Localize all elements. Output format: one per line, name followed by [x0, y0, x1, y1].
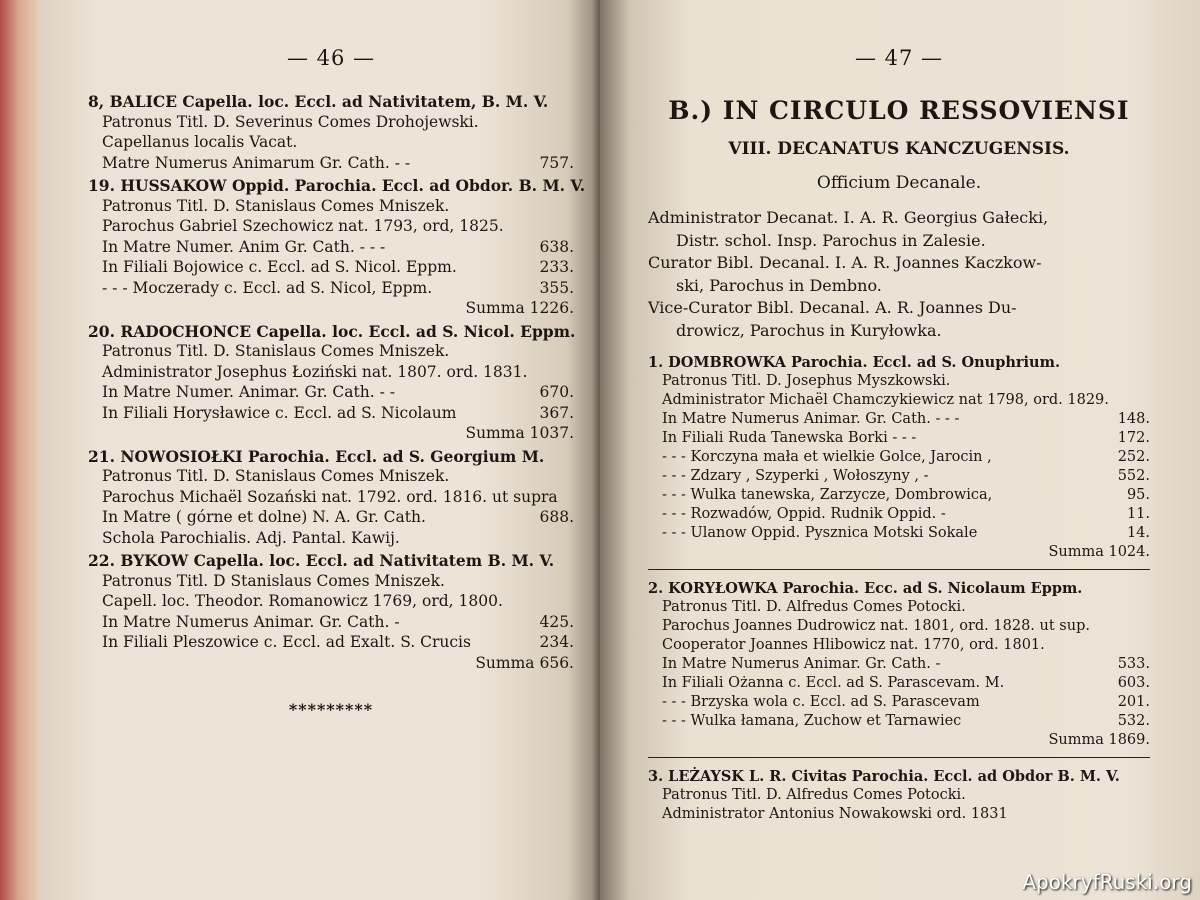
entry-line	[88, 258, 574, 279]
line-text: Matre Numerus Animarum Gr. Cath. - -	[102, 153, 411, 172]
line-text: In Matre Numerus Animar. Gr. Cath. - - -	[662, 411, 960, 427]
entry-title-line	[88, 551, 574, 572]
line-count: 11.	[1126, 506, 1150, 522]
book-cover-edge	[0, 0, 40, 900]
line-text: 22. BYKOW Capella. loc. Eccl. ad Nativitatem B. M. V.	[88, 551, 555, 570]
line-count: 670.	[539, 383, 574, 401]
left-entries	[88, 92, 586, 674]
entry-line	[648, 392, 1150, 411]
parish-entry	[88, 551, 574, 674]
line-text: Capell. loc. Theodor. Romanowicz 1769, ord, 1800.	[102, 592, 503, 610]
line-text: 20. RADOCHONCE Capella. loc. Eccl. ad S. Nicol. Eppm.	[88, 321, 576, 341]
officer-line: Vice-Curator Bibl. Decanal. A. R. Joannes Du-	[648, 298, 1017, 317]
entry-title-line	[88, 92, 574, 113]
summa-line	[88, 299, 574, 320]
line-text: Capellanus localis Vacat.	[102, 133, 298, 151]
entry-line	[648, 468, 1150, 487]
line-text: Parochus Joannes Dudrowicz nat. 1801, ord. 1828. ut sup.	[662, 618, 1090, 634]
right-page	[600, 0, 1200, 900]
line-text: 19. HUSSAKOW Oppid. Parochia. Eccl. ad Obdor. B. M. V.	[88, 176, 586, 195]
summa-value: Summa 656.	[475, 653, 574, 672]
line-count: 148.	[1117, 411, 1150, 427]
entry-line	[88, 613, 574, 634]
watermark: ApokryfRuski.org	[1022, 870, 1192, 894]
entry-line	[648, 637, 1150, 656]
line-text: - - - Ulanow Oppid. Pysznica Motski Sokale	[662, 525, 978, 541]
line-text: Patronus Titl. D. Alfredus Comes Potocki.	[662, 787, 966, 803]
line-count: 252.	[1117, 449, 1150, 465]
entry-line	[88, 488, 574, 509]
line-text: Patronus Titl. D. Stanislaus Comes Mniszek.	[102, 467, 450, 485]
line-text: In Filiali Pleszowice c. Eccl. ad Exalt. S. Crucis	[102, 633, 471, 651]
line-text: 8, BALICE Capella. loc. Eccl. ad Nativitatem, B. M. V.	[88, 92, 549, 111]
entry-line	[88, 363, 574, 384]
line-count: 757.	[539, 153, 574, 172]
page-number-right: — 47 —	[854, 46, 944, 70]
entry-line	[648, 373, 1150, 392]
line-text: - - - Wulka łamana, Zuchow et Tarnawiec	[662, 713, 962, 729]
entry-line	[648, 599, 1150, 618]
line-text: In Matre Numer. Animar. Gr. Cath. - -	[102, 383, 396, 401]
line-text: In Filiali Horysławice c. Eccl. ad S. Nicolaum	[102, 403, 457, 422]
line-count: 603.	[1117, 675, 1150, 691]
officer-line: drowicz, Parochus in Kuryłowka.	[676, 320, 942, 340]
entry-line	[648, 656, 1150, 675]
line-text: Patronus Titl. D. Stanislaus Comes Mniszek.	[102, 342, 450, 360]
entry-line	[88, 633, 574, 654]
left-page	[40, 0, 600, 900]
entry-line	[88, 592, 574, 613]
parish-entry	[88, 322, 574, 445]
summa-line	[88, 424, 574, 445]
entry-title-line	[648, 580, 1150, 599]
entry-line	[648, 525, 1150, 544]
entry-line	[648, 806, 1150, 825]
officer-line: Curator Bibl. Decanal. I. A. R. Joannes Kaczkow-	[648, 253, 1042, 272]
entry-line	[648, 694, 1150, 713]
entry-title-line	[648, 768, 1150, 787]
summa-line	[648, 732, 1150, 751]
line-count: 172.	[1117, 430, 1150, 446]
entry-line	[88, 238, 574, 259]
officium-heading: Officium Decanale.	[816, 173, 982, 193]
line-count: 95.	[1126, 487, 1150, 503]
line-count: 201.	[1117, 694, 1150, 710]
parish-entry	[648, 569, 1150, 751]
entry-line	[88, 197, 574, 218]
line-text: Administrator Josephus Łoziński nat. 1807. ord. 1831.	[102, 362, 528, 381]
officer-line: ski, Parochus in Dembno.	[676, 275, 882, 295]
summa-value: Summa 1226.	[465, 299, 574, 317]
summa-line	[88, 654, 574, 675]
entry-line	[648, 675, 1150, 694]
entry-line	[88, 467, 574, 488]
entry-line	[88, 154, 574, 175]
line-text: - - - Zdzary , Szyperki , Wołoszyny , -	[662, 468, 929, 484]
summa-value: Summa 1869.	[1048, 732, 1150, 748]
line-text: In Filiali Ożanna c. Eccl. ad S. Parascevam. M.	[662, 675, 1005, 691]
line-count: 367.	[539, 403, 574, 422]
circulus-heading: B.) IN CIRCULO RESSOVIENSI	[668, 96, 1130, 125]
line-count: 233.	[539, 258, 574, 276]
summa-line	[648, 544, 1150, 563]
line-text: - - - Brzyska wola c. Eccl. ad S. Parascevam	[662, 694, 980, 710]
line-text: 21. NOWOSIOŁKI Parochia. Eccl. ad S. Georgium M.	[88, 446, 545, 466]
line-text: Parochus Michaël Sozański nat. 1792. ord. 1816. ut supra	[102, 487, 558, 506]
line-count: 234.	[539, 633, 574, 651]
entry-line	[648, 506, 1150, 525]
line-count: 638.	[539, 237, 574, 256]
entry-title-line	[88, 176, 586, 197]
entry-line	[88, 113, 574, 134]
parish-entry	[88, 447, 574, 550]
officer-line: Distr. schol. Insp. Parochus in Zalesie.	[676, 230, 986, 250]
line-text: Patronus Titl. D. Stanislaus Comes Mniszek.	[102, 196, 450, 215]
entry-line	[648, 487, 1150, 506]
entry-line	[88, 508, 574, 529]
line-count: 688.	[539, 508, 574, 526]
line-text: Patronus Titl. D. Alfredus Comes Potocki.	[662, 599, 966, 615]
officer-line: Administrator Decanat. I. A. R. Georgius Gałecki,	[648, 208, 1049, 227]
line-text: Patronus Titl. D Stanislaus Comes Mniszek.	[102, 571, 445, 590]
entry-line	[88, 279, 574, 300]
entry-line	[88, 217, 574, 238]
parish-entry	[648, 354, 1150, 563]
entry-line	[88, 529, 574, 550]
parish-entry	[88, 176, 586, 320]
line-text: In Matre Numer. Anim Gr. Cath. - - -	[102, 237, 386, 256]
line-text: - - - Moczerady c. Eccl. ad S. Nicol, Eppm.	[102, 278, 433, 297]
entry-line	[88, 572, 574, 593]
entry-line	[88, 404, 574, 425]
line-text: Patronus Titl. D. Severinus Comes Drohojewski.	[102, 112, 479, 131]
line-count: 425.	[539, 612, 574, 631]
line-text: Schola Parochialis. Adj. Pantal. Kawij.	[102, 528, 400, 547]
line-text: Administrator Antonius Nowakowski ord. 1831	[662, 806, 1008, 822]
line-text: In Filiali Bojowice c. Eccl. ad S. Nicol. Eppm.	[102, 258, 457, 276]
entry-line	[648, 787, 1150, 806]
decanatus-heading: VIII. DECANATUS KANCZUGENSIS.	[728, 139, 1070, 159]
line-text: In Matre Numerus Animar. Gr. Cath. -	[662, 656, 941, 672]
entry-title-line	[648, 354, 1150, 373]
entry-title-line	[88, 322, 574, 343]
summa-value: Summa 1037.	[465, 424, 574, 442]
line-text: In Matre Numerus Animar. Gr. Cath. -	[102, 612, 400, 631]
line-text: Parochus Gabriel Szechowicz nat. 1793, ord, 1825.	[102, 217, 504, 235]
entry-line	[88, 383, 574, 404]
entry-separator	[648, 757, 1150, 758]
line-text: 3. LEŻAYSK L. R. Civitas Parochia. Eccl. ad Obdor B. M. V.	[648, 768, 1120, 785]
line-count: 355.	[539, 278, 574, 297]
entry-line	[648, 430, 1150, 449]
line-text: 2. KORYŁOWKA Parochia. Ecc. ad S. Nicolaum Eppm.	[648, 580, 1083, 597]
line-count: 532.	[1117, 713, 1150, 729]
line-text: - - - Wulka tanewska, Zarzycze, Dombrowica,	[662, 487, 993, 503]
line-text: - - - Korczyna mała et wielkie Golce, Jarocin ,	[662, 449, 992, 465]
entry-line	[648, 713, 1150, 732]
line-text: Patronus Titl. D. Josephus Myszkowski.	[662, 373, 951, 389]
line-text: - - - Rozwadów, Oppid. Rudnik Oppid. -	[662, 506, 946, 522]
right-entries	[648, 354, 1150, 825]
line-text: In Filiali Ruda Tanewska Borki - - -	[662, 430, 917, 446]
line-count: 552.	[1117, 468, 1150, 484]
entry-line	[648, 618, 1150, 637]
entry-line	[648, 449, 1150, 468]
entry-line	[88, 133, 574, 154]
line-text: In Matre ( górne et dolne) N. A. Gr. Cath.	[102, 508, 426, 526]
entry-title-line	[88, 447, 574, 468]
entry-line	[648, 411, 1150, 430]
parish-entry	[88, 92, 574, 174]
entry-line	[88, 342, 574, 363]
parish-entry	[648, 757, 1150, 825]
page-number-left: — 46 —	[286, 46, 376, 70]
line-text: Cooperator Joannes Hlibowicz nat. 1770, ord. 1801.	[662, 637, 1045, 653]
summa-value: Summa 1024.	[1048, 544, 1150, 560]
entry-separator	[648, 569, 1150, 570]
line-text: Administrator Michaël Chamczykiewicz nat 1798, ord. 1829.	[662, 392, 1109, 408]
line-text: 1. DOMBROWKA Parochia. Eccl. ad S. Onuphrium.	[648, 354, 1060, 371]
line-count: 533.	[1117, 656, 1150, 672]
officers-list	[648, 207, 1150, 342]
end-mark: *********	[288, 700, 374, 719]
line-count: 14.	[1126, 525, 1150, 541]
